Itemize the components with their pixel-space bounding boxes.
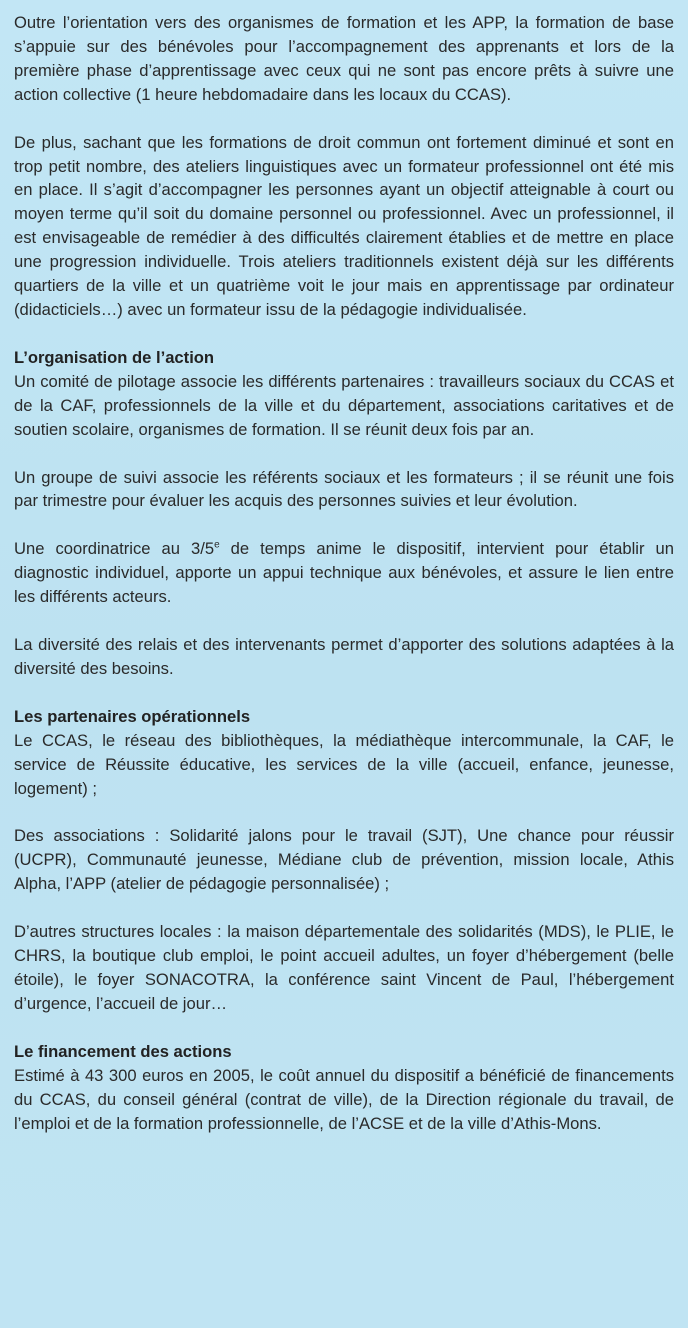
organisation-paragraph-1: Un comité de pilotage associe les différents partenaires : travailleurs sociaux du CCAS et de la CAF, professionnels de la ville et du département, associations caritatives et de soutien scolaire, organismes de formation. Il se réunit deux fois par an. <box>14 371 674 439</box>
organisation-paragraph-3-start: Une coordinatrice au 3/5 <box>14 539 215 559</box>
section-financement <box>14 1040 674 1136</box>
financement-paragraph-1: Estimé à 43 300 euros en 2005, le coût annuel du dispositif a bénéficié de financements du CCAS, du conseil général (contrat de ville), de la Direction régionale du travail, de l’emploi et de la formation professionnelle, de l’ACSE et de la ville d’Athis-Mons. <box>14 1065 674 1133</box>
organisation-paragraph-4: La diversité des relais et des intervenants permet d’apporter des solutions adaptées à la diversité des besoins. <box>14 635 674 678</box>
partenaires-paragraph-1: Le CCAS, le réseau des bibliothèques, la médiathèque intercommunale, la CAF, le service de Réussite éducative, les services de la ville (accueil, enfance, jeunesse, logement) ; <box>14 730 674 798</box>
section-partenaires <box>14 705 674 1016</box>
organisation-paragraph-3 <box>14 537 674 609</box>
heading-partenaires: Les partenaires opérationnels <box>14 706 251 726</box>
organisation-paragraph-3-end: de temps anime le dispositif, intervient pour établir un diagnostic individuel, apporte un appui technique aux bénévoles, et assure le lien entre les différents acteurs. <box>14 539 674 607</box>
intro-paragraph-1: Outre l’orientation vers des organismes de formation et les APP, la formation de base s’appuie sur des bénévoles pour l’accompagnement des apprenants et lors de la première phase d’apprentissage avec ceux qui ne sont pas encore prêts à suivre une action collective (1 heure hebdomadaire dans les locaux du CCAS). <box>14 13 674 104</box>
heading-financement: Le financement des actions <box>14 1041 232 1061</box>
heading-organisation: L’organisation de l’action <box>14 347 215 367</box>
partenaires-paragraph-3: D’autres structures locales : la maison départementale des solidarités (MDS), le PLIE, le CHRS, la boutique club emploi, le point accueil adultes, un foyer d’hébergement (belle étoile), le foyer SONACOTRA, la conférence saint Vincent de Paul, l’hébergement d’urgence, l’accueil de jour… <box>14 922 674 1013</box>
partenaires-paragraph-2: Des associations : Solidarité jalons pour le travail (SJT), Une chance pour réussir (UCPR), Communauté jeunesse, Médiane club de prévention, mission locale, Athis Alpha, l’APP (atelier de pédagogie personnalisée) ; <box>14 826 674 894</box>
ordinal-superscript: e <box>214 539 220 551</box>
intro-paragraph-2: De plus, sachant que les formations de droit commun ont fortement diminué et sont en trop petit nombre, des ateliers linguistiques avec un formateur professionnel ont été mis en place. Il s’agit d’accompagner les personnes ayant un objectif atteignable à court ou moyen terme qu’il soit du domaine personnel ou professionnel. Avec un professionnel, il est envisageable de remédier à des difficultés clairement établies et de mettre en place une progression individuelle. Trois ateliers traditionnels existent déjà sur les différents quartiers de la ville et un quatrième voit le jour mais en apprentissage par ordinateur (didacticiels…) avec un formateur issu de la pédagogie individualisée. <box>14 132 674 319</box>
section-organisation <box>14 346 674 681</box>
organisation-paragraph-2: Un groupe de suivi associe les référents sociaux et les formateurs ; il se réunit une fois par trimestre pour évaluer les acquis des personnes suivies et leur évolution. <box>14 467 674 511</box>
